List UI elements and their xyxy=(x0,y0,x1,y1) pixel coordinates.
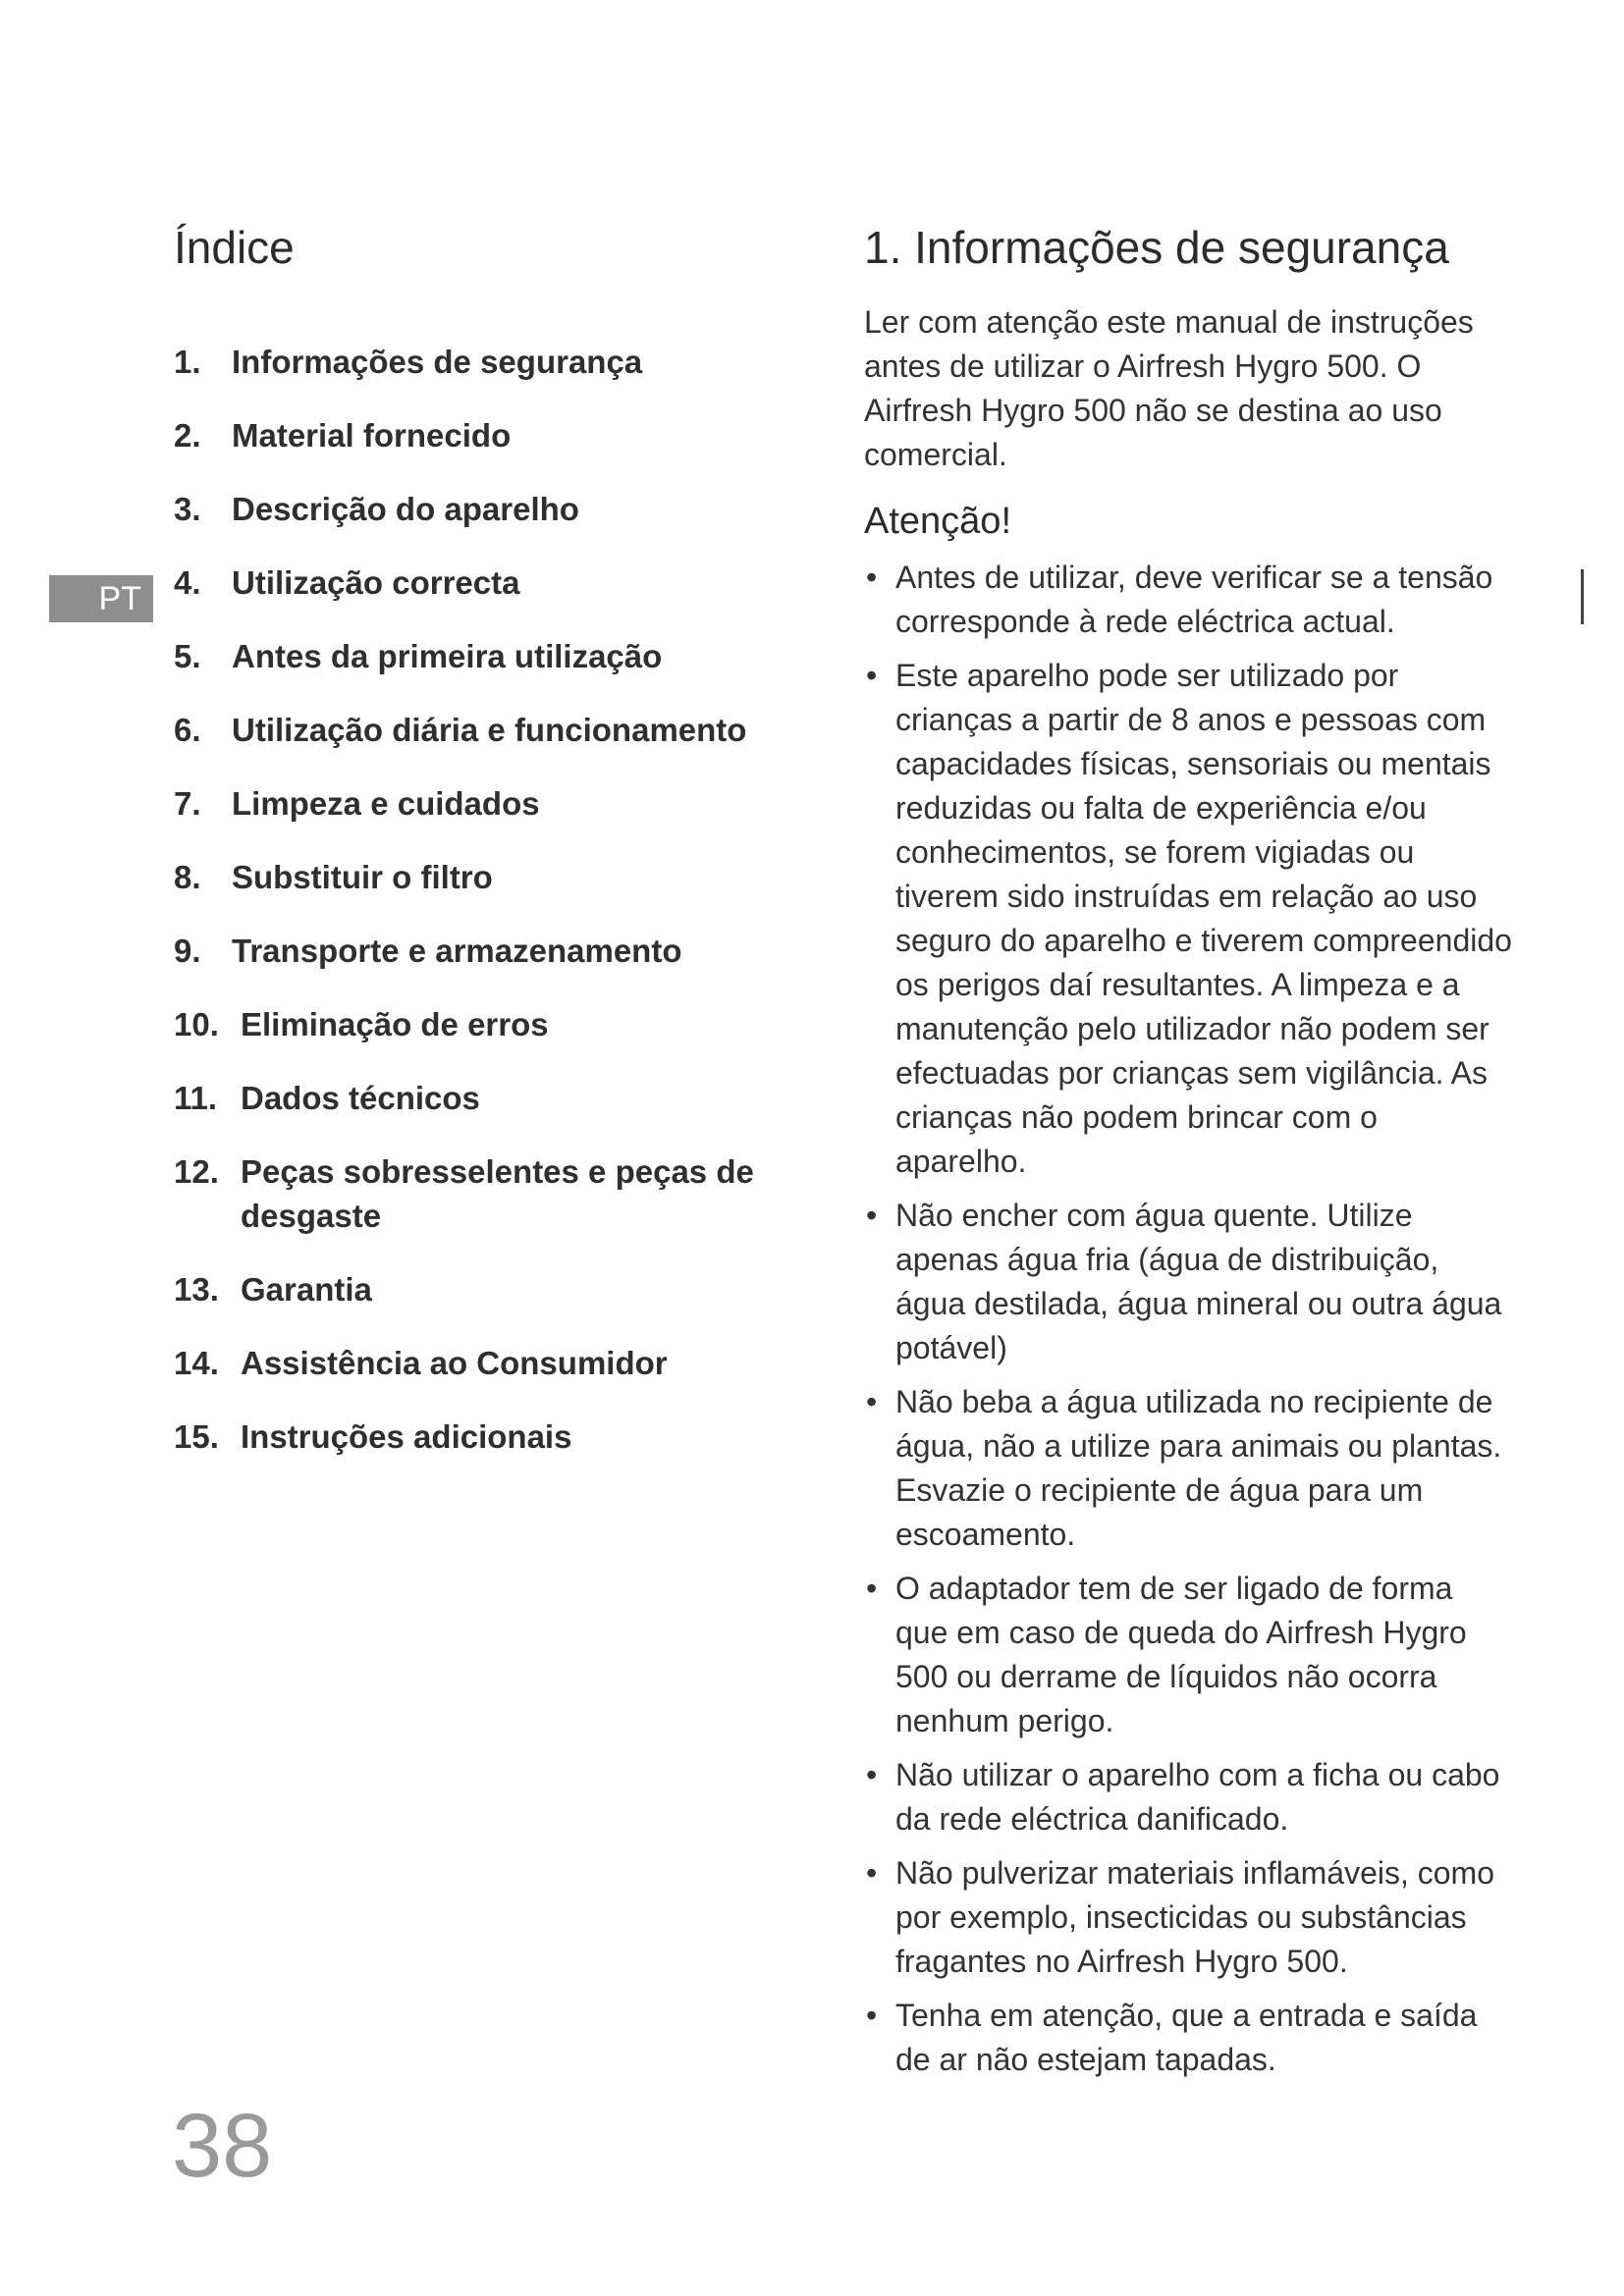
safety-bullet-text: Não utilizar o aparelho com a ficha ou cabo da rede eléctrica danificado. xyxy=(895,1757,1500,1837)
toc-item-11 xyxy=(174,1076,783,1120)
toc-item-7 xyxy=(174,781,783,826)
toc-item-label: Eliminação de erros xyxy=(241,1006,549,1042)
toc-item-label: Instruções adicionais xyxy=(241,1418,572,1455)
language-tab: PT xyxy=(49,575,153,622)
toc-item-label: Dados técnicos xyxy=(241,1080,480,1116)
safety-bullet xyxy=(864,1567,1512,1743)
safety-bullet xyxy=(864,1851,1512,1984)
toc-item-label: Informações de segurança xyxy=(232,344,643,380)
bullet-dot-icon: • xyxy=(866,1855,878,1891)
toc-item-label: Utilização correcta xyxy=(232,564,520,601)
section-title: 1. Informações de segurança xyxy=(864,222,1449,273)
intro-paragraph: Ler com atenção este manual de instruções antes de utilizar o Airfresh Hygro 500. O Airfresh Hygro 500 não se destina ao uso comercial. xyxy=(864,304,1474,472)
toc-item-label: Assistência ao Consumidor xyxy=(241,1345,668,1381)
attention-heading: Atenção! xyxy=(864,501,1011,542)
toc-item-label: Material fornecido xyxy=(232,417,512,454)
toc-item-label: Substituir o filtro xyxy=(232,859,493,895)
safety-bullet-text: Tenha em atenção, que a entrada e saída de ar não estejam tapadas. xyxy=(895,1998,1478,2077)
toc-list xyxy=(174,340,783,1488)
toc-item-number: 15. xyxy=(174,1418,219,1455)
safety-bullet-list xyxy=(864,556,1512,2092)
toc-item-number: 8. xyxy=(174,859,201,895)
safety-bullet-text: Antes de utilizar, deve verificar se a tensão corresponde à rede eléctrica actual. xyxy=(895,560,1493,639)
bullet-dot-icon: • xyxy=(866,1998,878,2033)
toc-item-number: 11. xyxy=(174,1080,218,1116)
toc-item-number: 13. xyxy=(174,1271,219,1308)
toc-item-number: 7. xyxy=(174,785,201,822)
page-number: 38 xyxy=(172,2096,273,2196)
toc-item-13 xyxy=(174,1267,783,1311)
toc-item-5 xyxy=(174,634,783,678)
toc-item-number: 5. xyxy=(174,638,201,674)
toc-item-4 xyxy=(174,561,783,605)
toc-item-label: Antes da primeira utilização xyxy=(232,638,663,674)
safety-bullet-text: O adaptador tem de ser ligado de forma que em caso de queda do Airfresh Hygro 500 ou derrame de líquidos não ocorra nenhum perigo. xyxy=(895,1571,1467,1738)
toc-title: Índice xyxy=(174,222,295,273)
safety-bullet-text: Não pulverizar materiais inflamáveis, como por exemplo, insecticidas ou substâncias fragantes no Airfresh Hygro 500. xyxy=(895,1855,1494,1979)
toc-item-number: 6. xyxy=(174,712,201,748)
safety-bullet-text: Este aparelho pode ser utilizado por crianças a partir de 8 anos e pessoas com capacidades físicas, sensoriais ou mentais reduzidas ou falta de experiência e/ou conhecimentos, se forem vigiadas ou tiverem sido instruídas em relação ao uso seguro do aparelho e tiverem compreendido os perigos daí resultantes. A limpeza e a manutenção pelo utilizador não podem ser efectuadas por crianças sem vigilância. As crianças não podem brincar com o aparelho. xyxy=(895,658,1512,1179)
toc-item-6 xyxy=(174,708,783,752)
toc-item-label: Descrição do aparelho xyxy=(232,491,579,527)
safety-bullet-text: Não beba a água utilizada no recipiente de água, não a utilize para animais ou plantas. Esvazie o recipiente de água para um escoamento. xyxy=(895,1384,1502,1552)
safety-bullet xyxy=(864,556,1512,644)
bullet-dot-icon: • xyxy=(866,560,878,595)
toc-item-number: 4. xyxy=(174,564,201,601)
toc-item-1 xyxy=(174,340,783,384)
toc-item-number: 14. xyxy=(174,1345,219,1381)
toc-item-label: Transporte e armazenamento xyxy=(232,933,682,969)
toc-item-number: 3. xyxy=(174,491,201,527)
change-bar xyxy=(1581,569,1584,624)
bullet-dot-icon: • xyxy=(866,1384,878,1419)
safety-bullet xyxy=(864,1753,1512,1842)
toc-item-number: 9. xyxy=(174,933,201,969)
bullet-dot-icon: • xyxy=(866,1198,878,1233)
toc-item-14 xyxy=(174,1341,783,1385)
toc-item-label: Utilização diária e funcionamento xyxy=(232,712,747,748)
toc-item-10 xyxy=(174,1002,783,1046)
toc-item-8 xyxy=(174,855,783,899)
safety-bullet xyxy=(864,1194,1512,1370)
bullet-dot-icon: • xyxy=(866,1757,878,1792)
toc-item-15 xyxy=(174,1415,783,1459)
toc-item-number: 12. xyxy=(174,1153,219,1190)
safety-bullet xyxy=(864,1994,1512,2082)
toc-item-label: Peças sobresselentes e peças de desgaste xyxy=(241,1153,754,1234)
bullet-dot-icon: • xyxy=(866,658,878,693)
safety-bullet xyxy=(864,654,1512,1184)
bullet-dot-icon: • xyxy=(866,1571,878,1606)
toc-item-12 xyxy=(174,1149,783,1238)
toc-item-number: 10. xyxy=(174,1006,219,1042)
toc-item-label: Garantia xyxy=(241,1271,372,1308)
toc-item-number: 1. xyxy=(174,344,201,380)
toc-item-label: Limpeza e cuidados xyxy=(232,785,540,822)
toc-item-number: 2. xyxy=(174,417,201,454)
safety-bullet xyxy=(864,1380,1512,1557)
safety-bullet-text: Não encher com água quente. Utilize apenas água fria (água de distribuição, água destilada, água mineral ou outra água potável) xyxy=(895,1198,1502,1365)
toc-item-9 xyxy=(174,929,783,973)
toc-item-3 xyxy=(174,487,783,531)
toc-item-2 xyxy=(174,413,783,457)
